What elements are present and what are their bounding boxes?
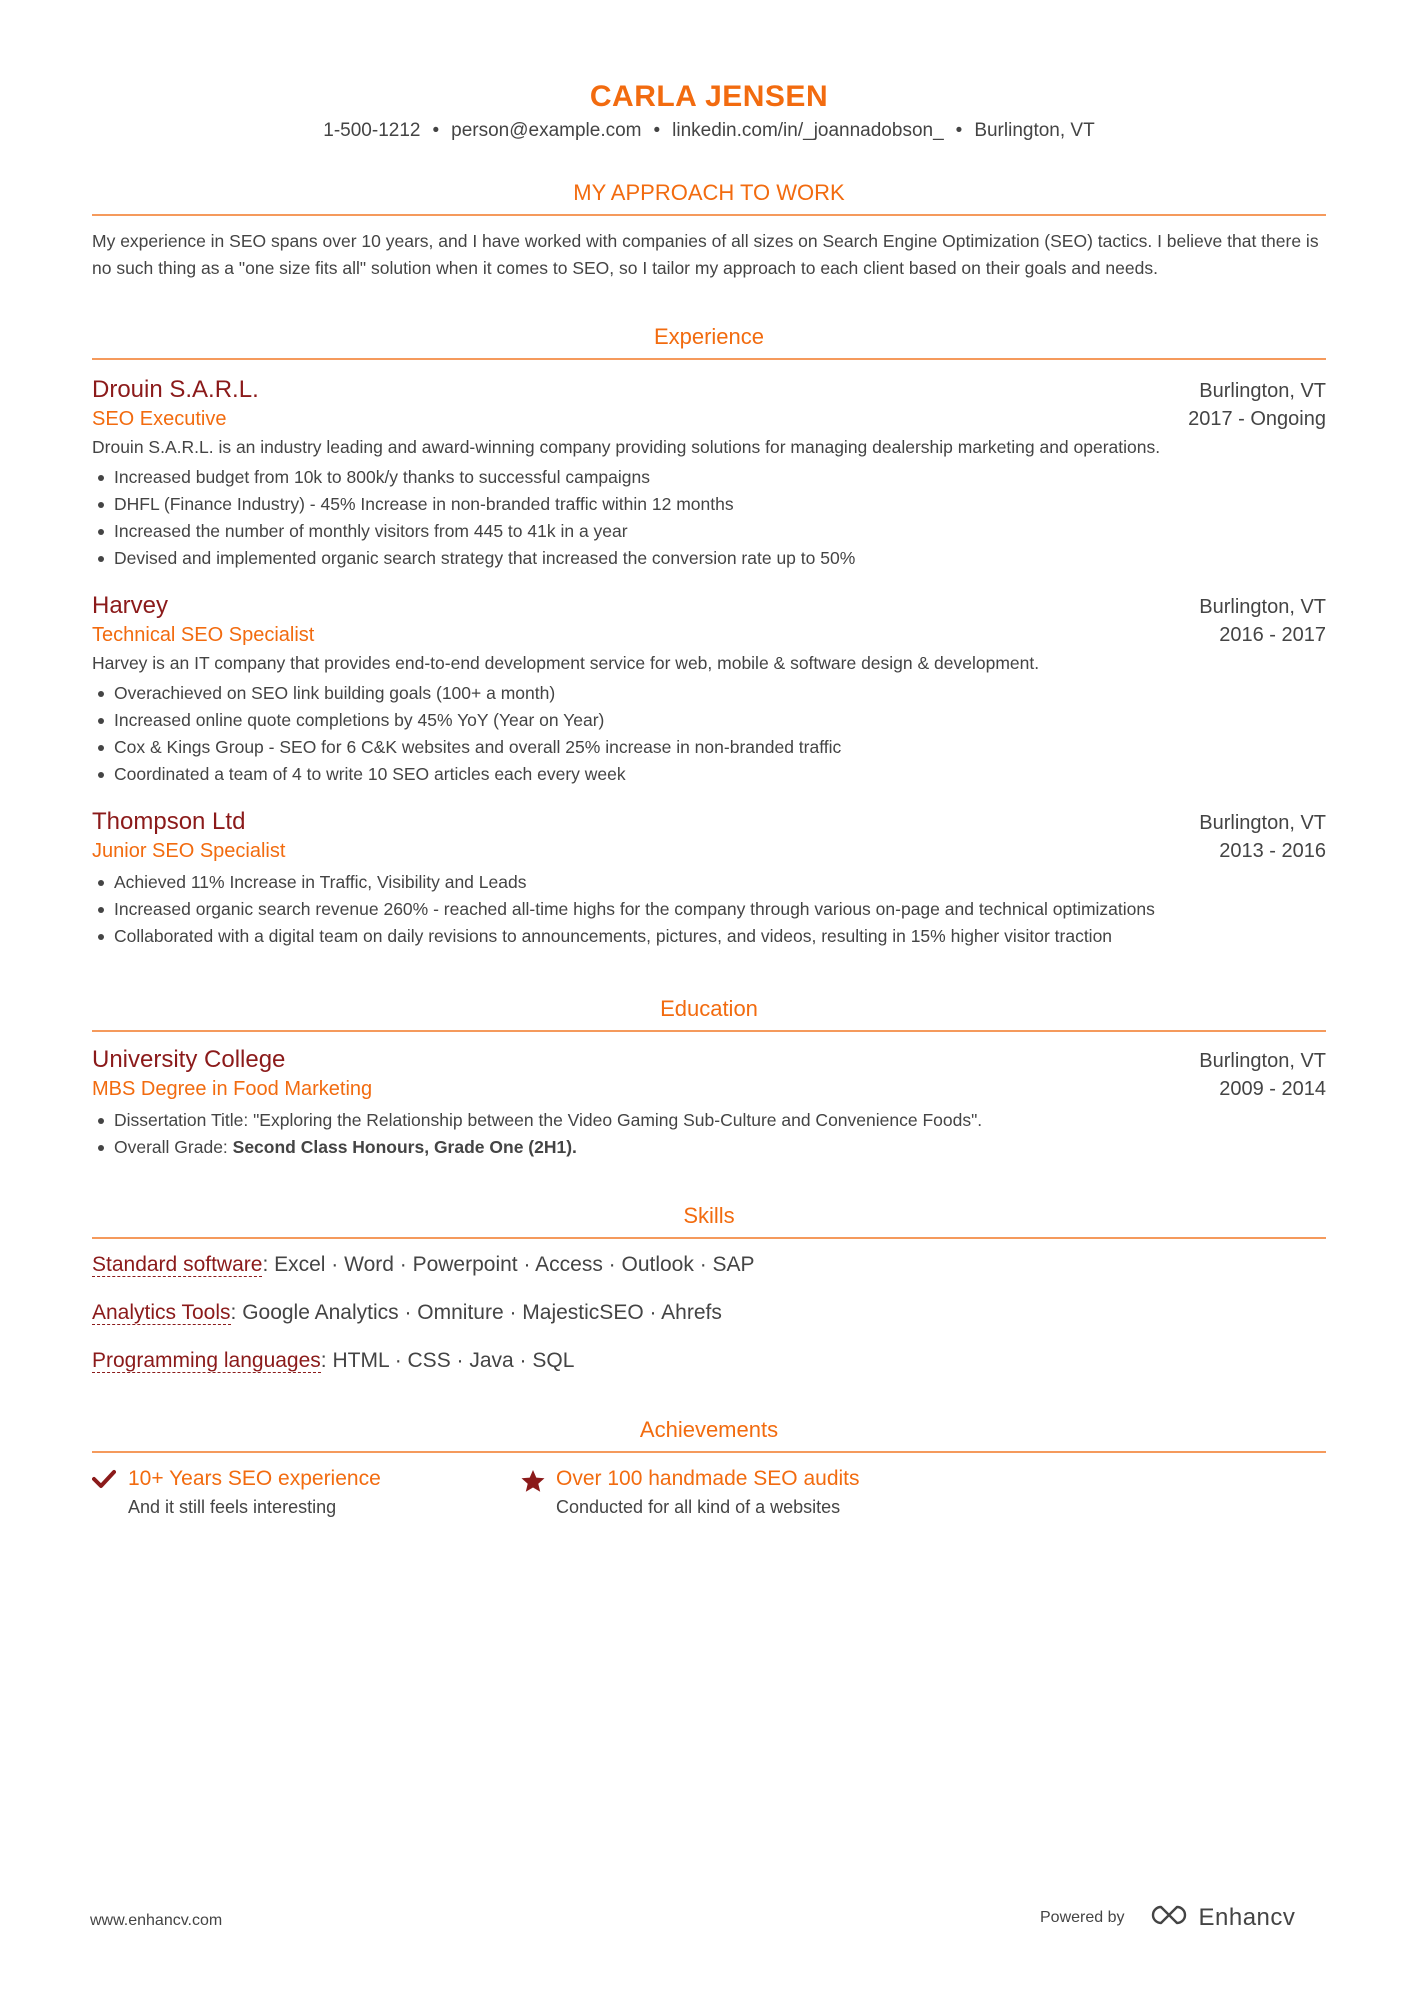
achievement-item [92,1467,520,1518]
skill-items: Excel · Word · Powerpoint · Access · Outlook · SAP [274,1253,755,1276]
education-entry [92,1046,1326,1161]
list-item: Increased budget from 10k to 800k/y thanks to successful campaigns [92,464,1326,491]
bullet-icon [98,556,104,562]
section-title-skills: Skills [92,1203,1326,1239]
job-location: Burlington, VT [1199,812,1326,834]
job-title: SEO Executive [92,408,227,430]
approach-text: My experience in SEO spans over 10 years, and I have worked with companies of all sizes on Search Engine Optimization (SEO) tactics. I believe that there is no such thing as a "one size fits all" solution when it comes to SEO, so I tailor my approach to each client based on their goals and needs. [92,231,1319,278]
contact-phone: 1-500-1212 [323,120,421,141]
candidate-name: CARLA JENSEN [589,80,829,113]
experience-section [92,324,1326,950]
list-item: Overachieved on SEO link building goals (100+ a month) [92,680,1326,707]
section-title-education: Education [92,996,1326,1032]
experience-entry [92,808,1326,950]
contact-location: Burlington, VT [974,120,1095,141]
bullet-icon [98,529,104,535]
skill-items: HTML · CSS · Java · SQL [332,1349,575,1372]
job-location: Burlington, VT [1199,596,1326,618]
enhancv-logo-icon [1147,1902,1191,1933]
company-description: Drouin S.A.R.L. is an industry leading and award-winning company providing solutions for managing dealership marketing and operations. [92,437,1161,457]
star-icon [520,1467,556,1518]
achievements-section [92,1417,1326,1518]
education-dates: 2009 - 2014 [1219,1078,1326,1100]
skill-group-label: Standard software [92,1253,263,1276]
job-title: Junior SEO Specialist [92,840,286,862]
achievement-list [92,869,1326,950]
list-item: Collaborated with a digital team on daily revisions to announcements, pictures, and videos, resulting in 15% higher visitor traction [92,923,1326,950]
list-item: Increased the number of monthly visitors from 445 to 41k in a year [92,518,1326,545]
skills-section [92,1203,1326,1373]
bullet-icon [98,934,104,940]
bullet-icon [98,772,104,778]
brand-name: Enhancv [1198,1903,1296,1931]
bullet-icon [98,1118,104,1124]
footer-website[interactable]: www.enhancv.com [90,1912,223,1929]
separator-dot: • [432,120,440,141]
achievement-title: Over 100 handmade SEO audits [556,1467,860,1490]
list-item: Increased organic search revenue 260% - reached all-time highs for the company through various on-page and technical optimizations [92,896,1326,923]
achievement-item [520,1467,948,1518]
achievement-title: 10+ Years SEO experience [128,1467,381,1490]
bullet-icon [98,691,104,697]
skill-group-label: Programming languages [92,1349,321,1372]
job-location: Burlington, VT [1199,380,1326,402]
list-item: DHFL (Finance Industry) - 45% Increase in non-branded traffic within 12 months [92,491,1326,518]
list-item: Achieved 11% Increase in Traffic, Visibility and Leads [92,869,1326,896]
approach-section [92,180,1326,282]
bullet-icon [98,907,104,913]
school-location: Burlington, VT [1199,1050,1326,1072]
separator-dot: • [653,120,661,141]
skill-items: Google Analytics · Omniture · MajesticSEO · Ahrefs [242,1301,722,1324]
list-item: Cox & Kings Group - SEO for 6 C&K websites and overall 25% increase in non-branded traffic [92,734,1326,761]
job-dates: 2016 - 2017 [1219,624,1326,646]
education-section [92,996,1326,1161]
achievement-list [92,464,1326,572]
company-name: Drouin S.A.R.L. [92,376,259,403]
list-item: Dissertation Title: "Exploring the Relationship between the Video Gaming Sub-Culture and Convenience Foods". [92,1107,1326,1134]
powered-by-label: Powered by [1040,1908,1125,1926]
section-title-experience: Experience [92,324,1326,360]
bullet-icon [98,718,104,724]
achievement-subtitle: And it still feels interesting [128,1497,337,1517]
job-dates: 2017 - Ongoing [1188,408,1326,430]
list-item: Devised and implemented organic search strategy that increased the conversion rate up to 50% [92,545,1326,572]
achievement-list [92,680,1326,788]
degree-title: MBS Degree in Food Marketing [92,1078,373,1100]
experience-entry [92,592,1326,788]
skill-group: Programming languages: HTML · CSS · Java · SQL [92,1349,575,1372]
skill-group-label: Analytics Tools [92,1301,231,1324]
job-title: Technical SEO Specialist [92,624,315,646]
company-description: Harvey is an IT company that provides end-to-end development service for web, mobile & software design & development. [92,653,1040,673]
bullet-icon [98,1145,104,1151]
bullet-icon [98,502,104,508]
skill-group: Standard software: Excel · Word · Powerpoint · Access · Outlook · SAP [92,1253,755,1276]
experience-entry [92,376,1326,572]
achievements-list [92,1467,1326,1518]
job-dates: 2013 - 2016 [1219,840,1326,862]
list-item: Coordinated a team of 4 to write 10 SEO articles each every week [92,761,1326,788]
list-item: Increased online quote completions by 45% YoY (Year on Year) [92,707,1326,734]
achievement-subtitle: Conducted for all kind of a websites [556,1497,841,1517]
bullet-icon [98,880,104,886]
bullet-icon [98,475,104,481]
footer-branding [1040,1902,1295,1933]
company-name: Harvey [92,592,169,619]
contact-line [92,120,1326,142]
section-title-achievements: Achievements [92,1417,1326,1453]
school-name: University College [92,1046,286,1073]
list-item: Overall Grade: Second Class Honours, Grade One (2H1). [92,1134,1326,1161]
company-name: Thompson Ltd [92,808,246,835]
check-icon [92,1467,128,1518]
contact-linkedin[interactable]: linkedin.com/in/_joannadobson_ [672,120,944,141]
resume-page [92,0,1326,1518]
separator-dot: • [955,120,963,141]
grade-value: Second Class Honours, Grade One (2H1). [232,1137,577,1157]
contact-email[interactable]: person@example.com [451,120,642,141]
skill-group: Analytics Tools: Google Analytics · Omniture · MajesticSEO · Ahrefs [92,1301,722,1324]
education-details [92,1107,1326,1161]
bullet-icon [98,745,104,751]
section-title-approach: MY APPROACH TO WORK [92,180,1326,216]
